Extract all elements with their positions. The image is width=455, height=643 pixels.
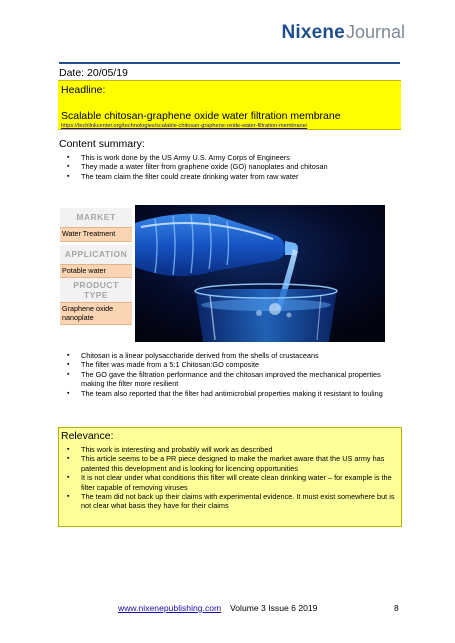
- journal-logo: [281, 22, 405, 44]
- article-date: Date: 20/05/19: [59, 67, 128, 79]
- list-item: ▪ The filter was made from a 5:1 Chitosan:GO composite: [59, 360, 399, 369]
- summary-title: Content summary:: [59, 138, 145, 150]
- product-type-value-line1: Graphene oxide: [62, 304, 114, 313]
- relevance-list: [59, 445, 395, 511]
- market-label: MARKET: [60, 208, 132, 227]
- headline-source-link[interactable]: https://techlinkcenter.org/technologies/scalable-chitosan-graphene-oxide-water-filtration-membrane/: [61, 123, 308, 129]
- headline-box: [58, 80, 401, 130]
- product-type-label-line2: TYPE: [83, 290, 109, 300]
- list-item: ▪ The team claim the filter could create drinking water from raw water: [59, 172, 399, 181]
- details-list: [59, 351, 399, 398]
- list-item: ▪ This article seems to be a PR piece designed to make the market aware that the US army has patented this development and is looking for licencing opportunities: [59, 454, 395, 473]
- product-type-label: [60, 278, 132, 302]
- logo-brand: Nixene: [281, 22, 345, 43]
- logo-journal: Journal: [345, 22, 405, 42]
- application-value: Potable water: [60, 264, 132, 279]
- product-type-label-line1: PRODUCT: [73, 280, 119, 290]
- header-rule: [59, 62, 400, 64]
- list-item: ▪ It is not clear under what conditions this filter will create clean drinking water – for example is the filter capable of removing viruses: [59, 473, 395, 492]
- footer-issue: Volume 3 Issue 6 2019: [230, 603, 318, 613]
- list-item: ▪ They made a water filter from graphene oxide (GO) nanoplates and chitosan: [59, 162, 399, 171]
- summary-list: [59, 153, 399, 181]
- page-number: 8: [394, 603, 399, 613]
- market-value: Water Treatment: [60, 227, 132, 242]
- headline-label: Headline:: [61, 84, 106, 96]
- footer-website-link[interactable]: www.nixenepublishing.com: [118, 603, 222, 613]
- relevance-box: [58, 427, 402, 527]
- list-item: ▪ The GO gave the filtration performance and the chitosan improved the mechanical properties making the filter more resilient: [59, 370, 399, 389]
- water-pour-image: [135, 205, 385, 342]
- classification-sidebar: [60, 208, 132, 325]
- relevance-title: Relevance:: [61, 430, 114, 442]
- list-item: ▪ This is work done by the US Army U.S. Army Corps of Engineers: [59, 153, 399, 162]
- water-bottle-photo: [135, 205, 385, 342]
- headline-title: Scalable chitosan-graphene oxide water filtration membrane: [61, 110, 341, 122]
- list-item: ▪ The team did not back up their claims with experimental evidence. It must exist somewhere but is not clear what basis they have for their claims: [59, 492, 395, 511]
- list-item: ▪ This work is interesting and probably will work as described: [59, 445, 395, 454]
- application-label: APPLICATION: [60, 245, 132, 264]
- product-type-value: [60, 302, 132, 325]
- product-type-value-line2: nanoplate: [62, 312, 94, 322]
- list-item: ▪ Chitosan is a linear polysaccharide derived from the shells of crustaceans: [59, 351, 399, 360]
- list-item: ▪ The team also reported that the filter had antimicrobial properties making it resistant to fouling: [59, 389, 399, 398]
